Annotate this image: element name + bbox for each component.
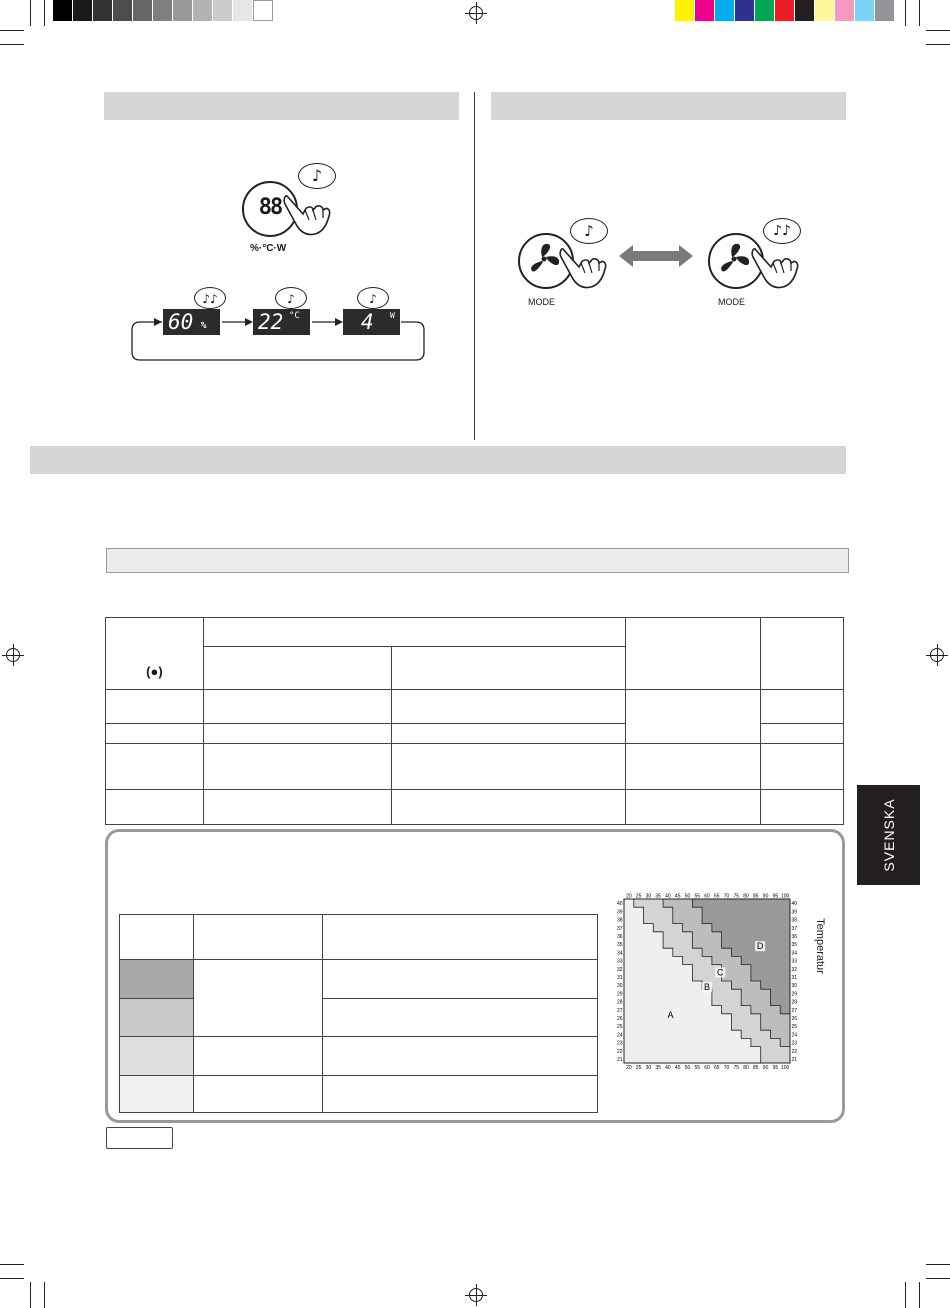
registration-mark [469, 1288, 483, 1302]
column-divider [474, 92, 475, 440]
color-swatch [153, 0, 173, 21]
table-cell [626, 744, 761, 790]
legend-cell [193, 1037, 322, 1076]
x-tick-label-bottom: 75 [733, 1065, 740, 1071]
zone-b-swatch [120, 1037, 194, 1076]
section-header-mode [491, 92, 846, 120]
header-cell-symbol [106, 618, 204, 690]
x-tick-label-top: 30 [645, 893, 652, 900]
color-swatch [113, 0, 133, 21]
y-tick-label-left: 24 [616, 1032, 623, 1039]
zone-legend-table [119, 914, 598, 1113]
x-tick-label-bottom: 85 [753, 1065, 759, 1071]
y-tick-label-left: 32 [616, 966, 623, 973]
crop-mark [926, 1278, 950, 1279]
x-tick-label-top: 75 [733, 893, 740, 900]
x-tick-label-top: 90 [762, 893, 769, 900]
y-tick-label-right: 40 [791, 901, 798, 908]
color-swatch [795, 0, 815, 21]
legend-cell [322, 1037, 597, 1076]
y-tick-label-right: 24 [791, 1032, 798, 1039]
x-tick-label-bottom: 95 [772, 1065, 779, 1071]
color-swatch [675, 0, 695, 21]
y-tick-label-right: 34 [791, 950, 798, 957]
main-table [105, 617, 844, 825]
color-swatch [73, 0, 93, 21]
x-tick-label-bottom: 25 [635, 1065, 642, 1071]
y-tick-label-left: 38 [616, 917, 623, 924]
y-tick-label-right: 31 [791, 974, 798, 981]
table-cell [203, 690, 391, 724]
grayscale-bar [53, 0, 273, 21]
crop-mark [919, 1282, 920, 1308]
color-swatch [715, 0, 735, 21]
legend-cell [322, 915, 597, 960]
y-tick-label-right: 37 [791, 925, 798, 932]
display-button-caption: %·°C·W [250, 243, 287, 254]
y-tick-label-right: 21 [791, 1056, 798, 1063]
humidity-unit: % [201, 321, 207, 331]
crop-mark [44, 1282, 45, 1308]
y-tick-label-left: 35 [616, 942, 623, 949]
table-cell [761, 744, 844, 790]
y-tick-label-left: 26 [616, 1015, 623, 1022]
x-tick-label-bottom: 50 [684, 1065, 691, 1071]
table-cell [626, 790, 761, 825]
header-cell [761, 618, 844, 690]
section-header-wide [30, 446, 846, 474]
zone-a-swatch [120, 1076, 194, 1113]
crop-mark [0, 1264, 24, 1265]
y-tick-label-right: 35 [791, 942, 798, 949]
table-cell [761, 790, 844, 825]
subsection-bar [106, 548, 849, 573]
y-tick-label-left: 36 [616, 933, 623, 940]
color-swatch [93, 0, 113, 21]
x-tick-label-bottom: 90 [762, 1065, 769, 1071]
y-tick-label-right: 38 [791, 917, 798, 924]
y-tick-label-left: 37 [616, 925, 623, 932]
x-tick-label-top: 60 [704, 893, 710, 900]
x-tick-label-bottom: 100 [780, 1065, 790, 1071]
table-cell [626, 690, 761, 744]
x-tick-label-bottom: 40 [665, 1065, 671, 1071]
y-tick-label-right: 27 [791, 1007, 798, 1014]
header-cell [626, 618, 761, 690]
humidity-temperature-zone-chart [612, 891, 804, 1072]
note-box [106, 1127, 173, 1149]
hand-pointer-icon [283, 190, 333, 238]
x-tick-label-top: 70 [723, 893, 730, 900]
sound-bubble [298, 163, 336, 189]
color-swatch [133, 0, 153, 21]
y-tick-label-right: 25 [791, 1024, 798, 1031]
color-swatch [815, 0, 835, 21]
y-tick-label-right: 33 [791, 958, 798, 965]
crop-mark [44, 0, 45, 26]
x-tick-label-bottom: 65 [713, 1065, 720, 1071]
table-cell [391, 790, 626, 825]
registration-mark [469, 6, 483, 20]
color-swatch [173, 0, 193, 21]
zone-label-b: B [703, 982, 711, 993]
legend-cell [193, 960, 322, 1037]
zone-d-swatch [120, 960, 194, 999]
color-swatch [835, 0, 855, 21]
x-tick-label-bottom: 55 [694, 1065, 701, 1071]
power-value: 4 [361, 310, 374, 334]
y-tick-label-right: 36 [791, 933, 798, 940]
temperature-value: 22 [258, 310, 284, 334]
y-tick-label-left: 21 [616, 1056, 623, 1063]
y-tick-label-left: 25 [616, 1024, 623, 1031]
legend-cell [322, 1076, 597, 1113]
color-swatch [695, 0, 715, 21]
crop-mark [926, 1264, 950, 1265]
y-tick-label-left: 39 [616, 909, 623, 916]
y-tick-label-right: 39 [791, 909, 798, 916]
y-tick-label-right: 22 [791, 1048, 798, 1055]
legend-cell [120, 915, 194, 960]
zone-c-swatch [120, 999, 194, 1037]
color-calibration-bar [675, 0, 895, 21]
color-swatch [213, 0, 233, 21]
color-swatch [193, 0, 213, 21]
color-swatch [735, 0, 755, 21]
hand-pointer-icon [751, 243, 801, 291]
legend-cell [322, 999, 597, 1037]
y-tick-label-right: 32 [791, 966, 798, 973]
crop-mark [919, 0, 920, 26]
x-tick-label-top: 45 [674, 893, 681, 900]
x-tick-label-bottom: 45 [674, 1065, 681, 1071]
crop-mark [30, 1282, 31, 1308]
x-tick-label-bottom: 30 [645, 1065, 652, 1071]
indicator-symbol: (●) [146, 664, 163, 679]
y-tick-label-left: 31 [616, 974, 623, 981]
table-cell [391, 724, 626, 744]
table-cell [761, 690, 844, 724]
temperature-axis-label: Temperatur [814, 918, 826, 974]
color-swatch [233, 0, 253, 21]
legend-cell [322, 960, 597, 999]
crop-mark [905, 1282, 906, 1308]
single-beep-icon: ♪ [584, 222, 594, 240]
table-cell [761, 724, 844, 744]
x-tick-label-top: 40 [665, 893, 671, 900]
table-cell [391, 690, 626, 724]
legend-cell [193, 1076, 322, 1113]
y-tick-label-left: 28 [616, 999, 623, 1006]
crop-mark [926, 30, 950, 31]
x-tick-label-top: 20 [626, 893, 632, 900]
registration-mark [930, 648, 944, 662]
y-tick-label-left: 40 [616, 901, 623, 908]
crop-mark [0, 30, 24, 31]
header-cell [203, 618, 625, 647]
y-tick-label-left: 30 [616, 983, 623, 990]
hand-pointer-icon [559, 243, 609, 291]
legend-cell [193, 915, 322, 960]
zone-label-a: A [667, 1010, 674, 1021]
color-swatch [53, 0, 73, 21]
x-tick-label-bottom: 35 [655, 1065, 661, 1071]
language-tab-label: SVENSKA [880, 798, 897, 872]
x-tick-label-bottom: 80 [743, 1065, 749, 1071]
display-button-digits: 88 [258, 195, 282, 220]
single-beep-bubble [275, 287, 307, 309]
table-cell [391, 744, 626, 790]
table-cell [106, 724, 204, 744]
y-tick-label-left: 27 [616, 1007, 623, 1014]
y-tick-label-left: 29 [616, 991, 623, 998]
table-cell [203, 724, 391, 744]
table-cell [203, 790, 391, 825]
double-beep-bubble [194, 287, 226, 309]
sound-bubble [570, 218, 608, 244]
mode-label-right: MODE [718, 297, 745, 307]
x-tick-label-top: 80 [743, 893, 749, 900]
x-tick-label-bottom: 20 [626, 1065, 632, 1071]
x-tick-label-top: 85 [753, 893, 759, 900]
x-tick-label-top: 50 [684, 893, 691, 900]
table-cell [106, 790, 204, 825]
x-tick-label-top: 100 [780, 893, 790, 900]
color-swatch [755, 0, 775, 21]
crop-mark [905, 0, 906, 26]
table-cell [106, 690, 204, 724]
color-swatch [855, 0, 875, 21]
temperature-unit: °C [289, 311, 300, 321]
humidity-value: 60 [168, 310, 194, 334]
crop-mark [30, 0, 31, 26]
x-tick-label-top: 35 [655, 893, 661, 900]
x-tick-label-bottom: 70 [723, 1065, 730, 1071]
table-cell [203, 744, 391, 790]
crop-mark [0, 44, 24, 45]
x-tick-label-top: 65 [713, 893, 720, 900]
color-swatch [775, 0, 795, 21]
x-tick-label-top: 25 [635, 893, 642, 900]
cycle-loop-diagram [128, 312, 428, 364]
mode-label-left: MODE [528, 297, 555, 307]
single-beep-icon: ♪ [287, 292, 295, 306]
table-cell [106, 744, 204, 790]
y-tick-label-right: 26 [791, 1015, 798, 1022]
single-beep-icon: ♪ [311, 166, 323, 185]
y-tick-label-left: 34 [616, 950, 623, 957]
x-tick-label-top: 95 [772, 893, 779, 900]
sound-bubble [763, 218, 801, 244]
x-tick-label-bottom: 60 [704, 1065, 710, 1071]
language-tab [857, 785, 920, 885]
x-tick-label-top: 55 [694, 893, 701, 900]
y-tick-label-right: 28 [791, 999, 798, 1006]
toggle-arrow-icon [617, 243, 695, 269]
double-beep-icon: ♪♪ [202, 292, 218, 306]
single-beep-icon: ♪ [369, 292, 377, 306]
double-beep-icon: ♪♪ [773, 223, 791, 239]
color-swatch [875, 0, 895, 21]
single-beep-bubble [357, 287, 389, 309]
section-header-display [104, 92, 459, 120]
zone-label-d: D [756, 941, 764, 952]
y-tick-label-right: 23 [791, 1040, 798, 1047]
power-unit: W [390, 311, 395, 320]
registration-mark [6, 648, 20, 662]
color-swatch [253, 0, 273, 21]
y-tick-label-left: 23 [616, 1040, 623, 1047]
header-cell [203, 647, 391, 690]
y-tick-label-left: 22 [616, 1048, 623, 1055]
crop-mark [0, 1278, 24, 1279]
crop-mark [926, 44, 950, 45]
y-tick-label-left: 33 [616, 958, 623, 965]
header-cell [391, 647, 626, 690]
y-tick-label-right: 30 [791, 983, 798, 990]
zone-label-c: C [717, 967, 724, 978]
y-tick-label-right: 29 [791, 991, 798, 998]
